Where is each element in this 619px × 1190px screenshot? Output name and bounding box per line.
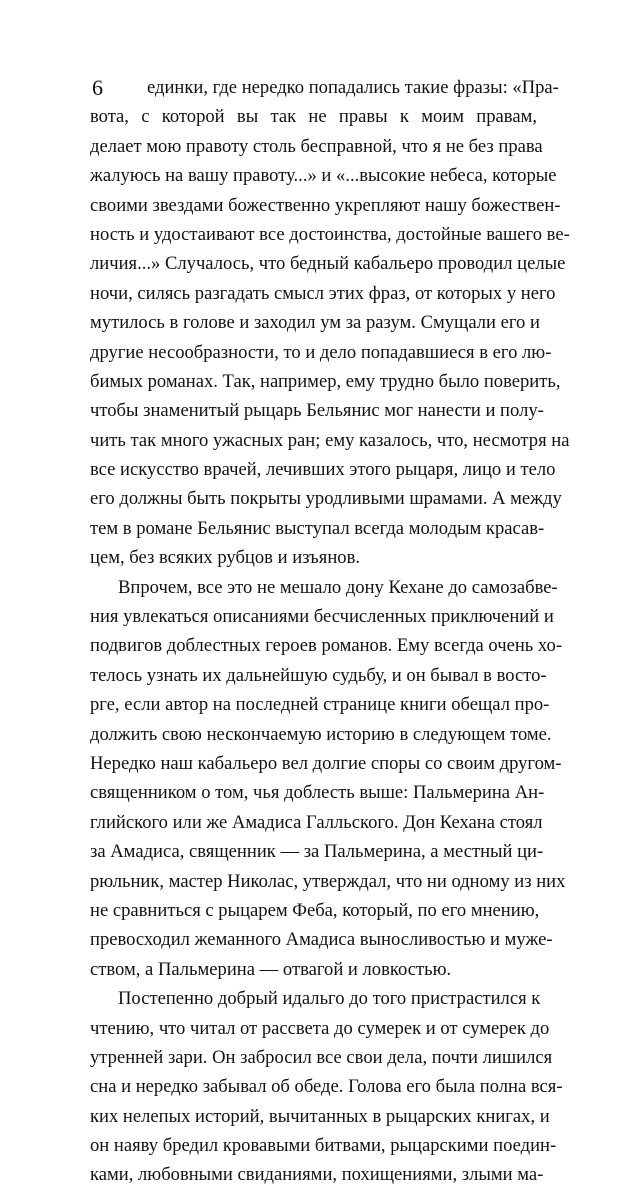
text-line: сна и нередко забывал об обеде. Голова его была полна вся- bbox=[90, 1076, 563, 1098]
paragraph-2 bbox=[90, 573, 566, 984]
text-line: делает мою правоту столь бесправной, что я не без права bbox=[90, 135, 543, 157]
text-line: ством, а Пальмерина — отвагой и ловкостью. bbox=[90, 958, 452, 980]
text-line: его должны быть покрыты уродливыми шрамами. А между bbox=[90, 488, 562, 510]
text-line: рге, если автор на последней странице книги обещал про- bbox=[90, 694, 550, 716]
text-line: жалуюсь на вашу правоту...» и «...высокие небеса, которые bbox=[90, 165, 557, 187]
text-line: ность и удостаивают все достоинства, достойные вашего ве- bbox=[90, 223, 570, 245]
text-line: священником о том, чья доблесть выше: Пальмерина Ан- bbox=[90, 782, 545, 804]
text-line: личия...» Случалось, что бедный кабальеро проводил целые bbox=[90, 253, 566, 275]
text-line: за Амадиса, священник — за Пальмерина, а местный ци- bbox=[90, 841, 544, 863]
paragraph-3 bbox=[90, 984, 563, 1190]
text-line: рюльник, мастер Николас, утверждал, что ни одному из них bbox=[90, 870, 566, 892]
text-line: другие несообразности, то и дело попадавшиеся в его лю- bbox=[90, 341, 552, 363]
text-line: вота, с которой вы так не правы к моим правам, bbox=[90, 106, 537, 128]
text-line: бимых романах. Так, например, ему трудно было поверить, bbox=[90, 370, 561, 392]
text-line: ния увлекаться описаниями бесчисленных приключений и bbox=[90, 606, 554, 628]
paragraph-1 bbox=[90, 73, 570, 573]
text-line: Впрочем, все это не мешало дону Кехане до самозабве- bbox=[118, 576, 558, 598]
text-line: тем в романе Бельянис выступал всегда молодым красав- bbox=[90, 517, 545, 539]
text-line: своими звездами божественно укрепляют нашу божествен- bbox=[90, 194, 561, 216]
text-line: ками, любовными свиданиями, похищениями, злыми ма- bbox=[90, 1164, 544, 1186]
text-line: мутилось в голове и заходил ум за разум. Смущали его и bbox=[90, 312, 540, 334]
text-line: телось узнать их дальнейшую судьбу, и он бывал в восто- bbox=[90, 664, 547, 686]
text-line: не сравниться с рыцарем Феба, который, по его мнению, bbox=[90, 899, 540, 921]
text-line: чтению, что читал от рассвета до сумерек и от сумерек до bbox=[90, 1017, 550, 1039]
text-line: цем, без всяких рубцов и изъянов. bbox=[90, 547, 361, 569]
page-number: 6 bbox=[92, 75, 103, 100]
text-line: ких нелепых историй, вычитанных в рыцарских книгах, и bbox=[90, 1105, 550, 1127]
text-line: утренней зари. Он забросил все свои дела, почти лишился bbox=[90, 1046, 553, 1068]
text-line: должить свою нескончаемую историю в следующем томе. bbox=[90, 723, 552, 745]
text-line: Нередко наш кабальеро вел долгие споры со своим другом- bbox=[90, 752, 562, 774]
text-line: единки, где нередко попадались такие фразы: «Пра- bbox=[147, 77, 559, 98]
body-text bbox=[90, 73, 570, 1190]
text-line: глийского или же Амадиса Галльского. Дон Кехана стоял bbox=[90, 811, 543, 833]
text-line: ночи, силясь разгадать смысл этих фраз, от которых у него bbox=[90, 282, 556, 304]
text-line: чтобы знаменитый рыцарь Бельянис мог нанести и полу- bbox=[90, 400, 544, 422]
text-line: Постепенно добрый идальго до того пристрастился к bbox=[118, 988, 541, 1010]
text-line: все искусство врачей, лечивших этого рыцаря, лицо и тело bbox=[90, 459, 556, 481]
text-line: подвигов доблестных героев романов. Ему всегда очень хо- bbox=[90, 635, 563, 657]
text-line: чить так много ужасных ран; ему казалось, что, несмотря на bbox=[90, 429, 570, 451]
text-line: он наяву бредил кровавыми битвами, рыцарскими поедин- bbox=[90, 1135, 557, 1157]
text-line: превосходил жеманного Амадиса выносливостью и муже- bbox=[90, 929, 553, 951]
